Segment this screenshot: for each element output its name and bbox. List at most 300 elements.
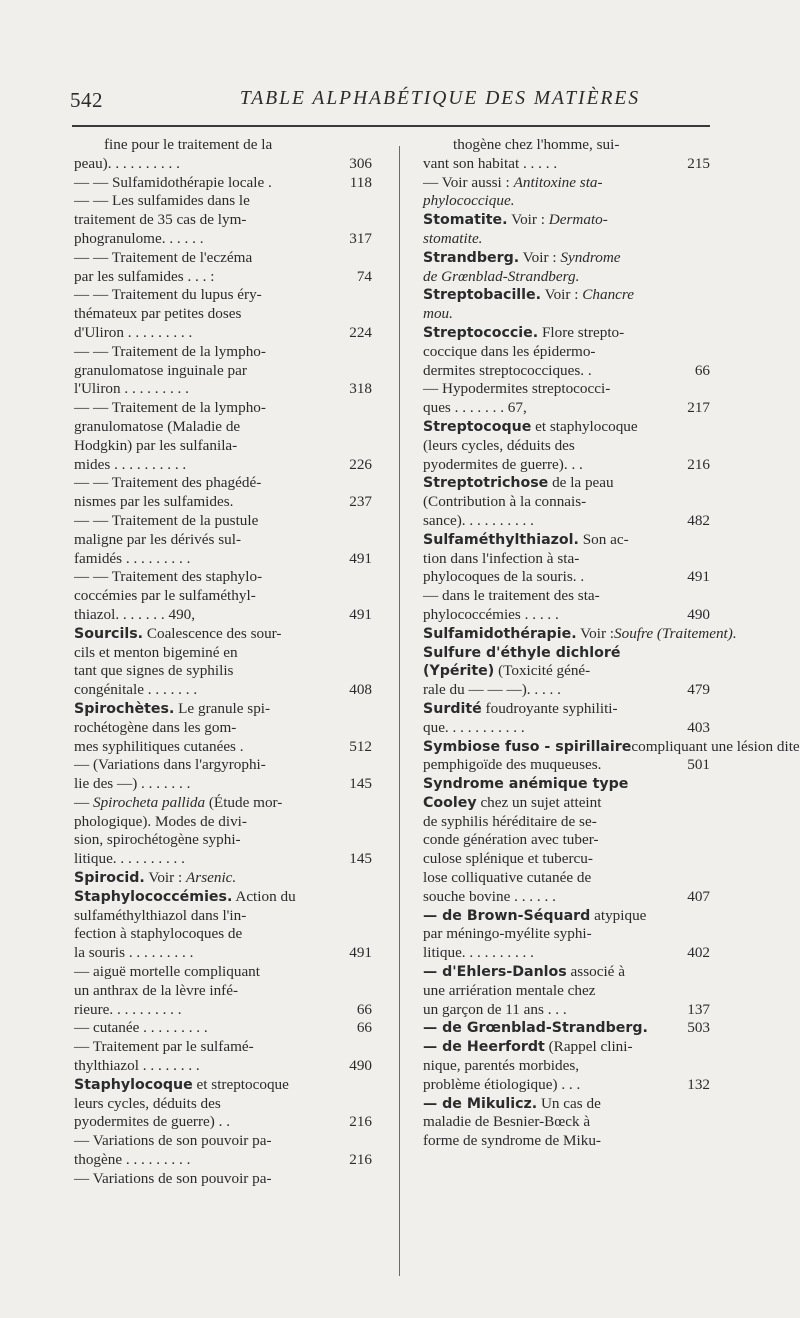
index-entry (74, 869, 372, 888)
entry-heading: Staphylocoque (74, 1076, 193, 1093)
entry-text: forme de syndrome de Miku- (423, 1132, 601, 1150)
page-reference: 512 (349, 737, 372, 755)
entry-text: lie des —) . . . . . . . (74, 775, 191, 793)
entry-text: — — Traitement de l'eczéma (74, 248, 253, 266)
entry-heading: Surdité (423, 700, 482, 717)
entry-heading: Symbiose fuso - spirillaire (423, 738, 632, 755)
entry-text: litique. . . . . . . . . . (74, 850, 185, 868)
entry-line (423, 813, 710, 832)
index-entry (423, 249, 710, 287)
index-entry (423, 324, 710, 380)
entry-line (423, 756, 710, 775)
entry-line (74, 1151, 372, 1170)
index-entry (74, 249, 372, 287)
page-number: 542 (70, 88, 103, 112)
entry-heading: Sulfaméthylthiazol. (423, 531, 579, 548)
entry-text: Action du (232, 887, 296, 905)
entry-text: mides . . . . . . . . . . (74, 455, 187, 473)
page-reference: 403 (687, 718, 710, 736)
entry-line (423, 399, 710, 418)
right-column (423, 136, 800, 1151)
page-reference: 407 (687, 887, 710, 905)
entry-text: de la peau (548, 474, 614, 492)
entry-line (423, 982, 710, 1001)
entry-line (74, 850, 372, 869)
entry-text: coccique dans les épidermo- (423, 342, 596, 360)
entry-line (423, 925, 710, 944)
entry-text: et streptocoque (192, 1075, 289, 1093)
entry-line (423, 719, 710, 738)
index-entry (74, 1076, 372, 1132)
entry-line (74, 418, 372, 437)
index-entry (74, 963, 372, 1019)
page-reference: 145 (349, 850, 372, 868)
entry-line (423, 888, 710, 907)
entry-text: un anthrax de la lèvre infé- (74, 981, 239, 999)
page-reference: 74 (356, 267, 372, 285)
entry-line (423, 624, 737, 644)
entry-text: pyodermites de guerre) . . (74, 1113, 231, 1131)
index-entry (423, 737, 800, 776)
entry-text: sance). . . . . . . . . . (423, 511, 534, 529)
entry-heading: Sulfure d'éthyle dichloré (423, 644, 621, 661)
index-entry (423, 211, 710, 249)
entry-heading: Spirochètes. (74, 700, 175, 717)
entry-line (423, 587, 710, 606)
entry-see-reference: Soufre (Traitement). (614, 624, 737, 642)
entry-line (423, 831, 710, 850)
entry-see-reference: Chancre (582, 286, 635, 304)
entry-text: foudroyante syphiliti- (481, 699, 618, 717)
index-entry (74, 888, 372, 963)
entry-text: mes syphilitiques cutanées . (74, 737, 244, 755)
entry-text: Voir : (507, 211, 549, 229)
entry-heading: — de Heerfordt (423, 1039, 545, 1056)
index-entry (423, 700, 710, 738)
index-entry (423, 624, 737, 644)
entry-heading: Sulfamidothérapie. (423, 625, 577, 642)
entry-line (74, 944, 372, 963)
entry-line (423, 230, 710, 249)
entry-text: par méningo-myélite syphi- (423, 925, 592, 943)
entry-text: compliquant une lésion dite (631, 737, 800, 755)
entry-text: (Toxicité géné- (494, 662, 591, 680)
entry-text: — Traitement par le sulfamé- (74, 1038, 254, 1056)
entry-line (423, 568, 710, 587)
entry-line (74, 963, 372, 982)
index-entry (74, 286, 372, 342)
entry-line (74, 286, 372, 305)
index-entry (423, 174, 710, 212)
entry-text: Le granule spi- (174, 699, 271, 717)
page-header (70, 88, 710, 118)
index-entry (74, 568, 372, 624)
page-reference: 503 (687, 1019, 710, 1037)
entry-line (423, 211, 710, 230)
entry-text: maligne par les dérivés sul- (74, 530, 242, 548)
entry-text: rochétogène dans les gom- (74, 718, 237, 736)
entry-text: conde génération avec tuber- (423, 831, 599, 849)
entry-line (74, 1001, 372, 1020)
page-reference: 402 (687, 944, 710, 962)
entry-heading: Stomatite. (423, 212, 508, 229)
entry-text: Voir : (576, 624, 615, 642)
entry-line (423, 737, 800, 757)
entry-heading: — de Grœnblad-Strandberg. (423, 1020, 648, 1037)
entry-heading: Streptocoque (423, 418, 532, 435)
entry-line (74, 1057, 372, 1076)
index-entry (74, 1170, 372, 1189)
index-entry (74, 343, 372, 399)
entry-text: sion, spirochétogène syphi- (74, 831, 241, 849)
entry-text: traitement de 35 cas de lym- (74, 211, 247, 229)
entry-text: une arriération mentale chez (423, 981, 596, 999)
page-reference: 408 (349, 681, 372, 699)
entry-text: (leurs cycles, déduits des (423, 436, 575, 454)
index-entry (423, 136, 710, 174)
page-reference: 216 (349, 1113, 372, 1131)
entry-text: thémateux par petites doses (74, 305, 242, 323)
entry-text: (Rappel clini- (544, 1038, 633, 1056)
entry-heading: Staphylococcémies. (74, 888, 233, 905)
entry-text: que. . . . . . . . . . . (423, 718, 525, 736)
index-entry (423, 418, 710, 474)
entry-line (423, 1038, 710, 1057)
entry-text: pemphigoïde des muqueuses. (423, 756, 602, 774)
entry-text: tant que signes de syphilis (74, 662, 234, 680)
entry-line (74, 587, 372, 606)
page-reference: 317 (349, 229, 372, 247)
entry-text: phogranulome. . . . . . (74, 229, 204, 247)
entry-text: la souris . . . . . . . . . (74, 944, 194, 962)
index-entry (423, 963, 710, 1019)
index-entry (74, 512, 372, 568)
entry-text: thogène chez l'homme, sui- (453, 136, 620, 153)
index-entry (74, 756, 372, 794)
entry-heading-cont: (Ypérite) (423, 663, 495, 680)
index-entry (423, 380, 710, 418)
page-reference: 224 (349, 323, 372, 341)
page-reference: 145 (349, 775, 372, 793)
entry-line (423, 963, 710, 982)
entry-text: l'Uliron . . . . . . . . . (74, 380, 189, 398)
entry-line (74, 1170, 372, 1189)
entry-text: rale du — — —). . . . . (423, 681, 561, 699)
entry-text: phologique). Modes de divi- (74, 812, 247, 830)
entry-see-reference: mou. (423, 305, 453, 323)
entry-line (423, 155, 710, 174)
entry-text: — Variations de son pouvoir pa- (74, 1169, 272, 1187)
entry-text: — (Variations dans l'argyrophi- (74, 756, 266, 774)
entry-text: rieure. . . . . . . . . . (74, 1000, 182, 1018)
entry-heading-cont: Cooley (423, 794, 477, 811)
page-reference: 491 (349, 944, 372, 962)
entry-text: lose colliquative cutanée de (423, 869, 592, 887)
entry-line (74, 155, 372, 174)
entry-heading: Syndrome anémique type (423, 776, 629, 793)
entry-line (74, 1076, 372, 1095)
index-entry (74, 625, 372, 700)
page-reference: 482 (687, 511, 710, 529)
page-reference: 491 (349, 549, 372, 567)
entry-text: fection à staphylocoques de (74, 925, 243, 943)
page-reference: 217 (687, 399, 710, 417)
entry-line (423, 850, 710, 869)
entry-line (423, 418, 710, 437)
entry-line (423, 681, 710, 700)
entry-line (423, 662, 710, 681)
entry-text: Un cas de (537, 1094, 601, 1112)
entry-line (74, 831, 372, 850)
entry-text: granulomatose (Maladie de (74, 417, 241, 435)
entry-line (74, 1019, 372, 1038)
index-entry (423, 1019, 710, 1038)
entry-line (74, 230, 372, 249)
entry-line (74, 531, 372, 550)
entry-text: — dans le traitement des sta- (423, 587, 600, 605)
header-rule (72, 125, 710, 127)
entry-italic-term: Spirocheta pallida (92, 793, 206, 811)
entry-line (74, 380, 372, 399)
entry-line (423, 531, 710, 550)
entry-line (423, 907, 710, 926)
page-reference: 215 (687, 154, 710, 172)
entry-line (74, 625, 372, 644)
entry-line (74, 456, 372, 475)
entry-line (423, 380, 710, 399)
entry-line (423, 944, 710, 963)
entry-text: et staphylocoque (531, 417, 638, 435)
entry-line (423, 606, 710, 625)
entry-line (74, 925, 372, 944)
entry-line (74, 606, 372, 625)
index-entry (423, 1095, 710, 1151)
index-entry (423, 587, 710, 625)
running-title: TABLE ALPHABÉTIQUE DES MATIÈRES (239, 88, 641, 109)
entry-line (423, 362, 710, 381)
entry-line (74, 794, 372, 813)
entry-line (74, 474, 372, 493)
entry-line (74, 136, 372, 155)
index-entry (423, 474, 710, 530)
entry-text: Voir : (144, 869, 187, 887)
entry-line (74, 681, 372, 700)
entry-line (74, 211, 372, 230)
entry-text: thiazol. . . . . . . 490, (74, 605, 196, 623)
entry-line (74, 756, 372, 775)
entry-line (423, 268, 710, 287)
entry-text: Voir : (519, 248, 561, 266)
entry-line (423, 1057, 710, 1076)
entry-line (74, 738, 372, 757)
entry-line (423, 1019, 710, 1038)
entry-line (74, 512, 372, 531)
index-entry (74, 1038, 372, 1076)
entry-text: d'Uliron . . . . . . . . . (74, 323, 193, 341)
entry-line (74, 775, 372, 794)
index-entry (423, 531, 710, 587)
entry-heading: Streptococcie. (423, 324, 539, 341)
entry-text: de syphilis héréditaire de se- (423, 812, 597, 830)
page-reference: 490 (687, 605, 710, 623)
entry-see-reference: Dermato- (548, 211, 608, 229)
index-entry (74, 1019, 372, 1038)
entry-line (423, 136, 710, 155)
entry-line (423, 1001, 710, 1020)
entry-text: cils et menton bigeminé en (74, 643, 238, 661)
entry-heading: Strandberg. (423, 249, 520, 266)
entry-text: thylthiazol . . . . . . . . (74, 1057, 200, 1075)
entry-text: — aiguë mortelle compliquant (74, 963, 260, 981)
entry-text: litique. . . . . . . . . . (423, 944, 534, 962)
entry-text: par les sulfamides . . . : (74, 267, 215, 285)
left-column (74, 136, 372, 1189)
entry-text: — — Sulfamidothérapie locale . (74, 173, 272, 191)
entry-text: — — Traitement du lupus éry- (74, 286, 262, 304)
page-reference: 118 (349, 173, 372, 191)
entry-text: — — Les sulfamides dans le (74, 192, 250, 210)
entry-see-reference: Syndrome (560, 248, 621, 266)
entry-heading: — de Mikulicz. (423, 1095, 538, 1112)
entry-text: culose splénique et tubercu- (423, 850, 593, 868)
entry-text: — Voir aussi : (423, 173, 514, 191)
page-reference: 491 (687, 568, 710, 586)
entry-text: peau). . . . . . . . . . (74, 154, 180, 172)
entry-text: — — Traitement de la lympho- (74, 342, 266, 360)
entry-line (74, 1095, 372, 1114)
page-reference: 237 (349, 493, 372, 511)
entry-text: famidés . . . . . . . . . (74, 549, 191, 567)
entry-line (423, 1095, 710, 1114)
column-divider (399, 146, 400, 1276)
entry-text: nique, parentés morbides, (423, 1057, 580, 1075)
entry-heading: Streptotrichose (423, 475, 549, 492)
entry-line (423, 249, 710, 268)
entry-line (74, 1038, 372, 1057)
entry-line (74, 907, 372, 926)
page-reference: 306 (349, 154, 372, 172)
entry-line (74, 568, 372, 587)
entry-line (74, 550, 372, 569)
entry-heading: — de Brown-Séquard (423, 907, 591, 924)
page-reference: 226 (349, 455, 372, 473)
entry-line (423, 700, 710, 719)
entry-text: Hodgkin) par les sulfanila- (74, 436, 238, 454)
entry-text: Voir : (541, 286, 583, 304)
entry-text: fine pour le traitement de la (104, 136, 273, 153)
entry-see-reference: phylococcique. (423, 192, 515, 210)
entry-line (423, 437, 710, 456)
entry-text: phylococcémies . . . . . (423, 605, 559, 623)
entry-line (423, 775, 710, 794)
entry-line (74, 1113, 372, 1132)
entry-heading: — d'Ehlers-Danlos (423, 964, 567, 981)
entry-text: maladie de Besnier-Bœck à (423, 1113, 591, 1131)
page-reference: 216 (349, 1151, 372, 1169)
page-reference: 479 (687, 681, 710, 699)
entry-line (423, 512, 710, 531)
entry-text: (Contribution à la connais- (423, 493, 587, 511)
entry-text: phylocoques de la souris. . (423, 568, 585, 586)
entry-text: Son ac- (578, 530, 629, 548)
entry-see-reference: stomatite. (423, 229, 483, 247)
entry-line (74, 362, 372, 381)
entry-heading: Streptobacille. (423, 287, 542, 304)
entry-text: granulomatose inguinale par (74, 361, 247, 379)
index-entry (423, 907, 710, 963)
entry-line (74, 324, 372, 343)
entry-text: (Étude mor- (205, 793, 283, 811)
entry-line (74, 437, 372, 456)
entry-text: thogène . . . . . . . . . (74, 1151, 191, 1169)
page-reference: 318 (349, 380, 372, 398)
entry-text: sulfaméthylthiazol dans l'in- (74, 906, 247, 924)
page-reference: 501 (687, 756, 710, 774)
entry-text: vant son habitat . . . . . (423, 154, 558, 172)
entry-text: Coalescence des sour- (143, 624, 282, 642)
page-reference: 137 (687, 1000, 710, 1018)
entry-text: Flore strepto- (538, 323, 625, 341)
page-reference: 66 (356, 1019, 372, 1037)
entry-see-reference: de Grœnblad-Strandberg. (423, 267, 580, 285)
entry-text: — — Traitement de la pustule (74, 511, 259, 529)
page-reference: 66 (356, 1000, 372, 1018)
entry-line (74, 982, 372, 1001)
entry-text: un garçon de 11 ans . . . (423, 1000, 567, 1018)
entry-text: congénitale . . . . . . . (74, 681, 198, 699)
entry-text: — — Traitement des staphylo- (74, 568, 263, 586)
entry-line (74, 399, 372, 418)
entry-line (423, 1113, 710, 1132)
entry-text: — cutanée . . . . . . . . . (74, 1019, 208, 1037)
index-entry (74, 794, 372, 869)
entry-line (74, 662, 372, 681)
entry-text: atypique (590, 906, 647, 924)
index-entry (423, 775, 710, 907)
index-entry (423, 644, 710, 700)
index-entry (74, 700, 372, 756)
entry-line (74, 888, 372, 907)
entry-line (423, 343, 710, 362)
entry-line (74, 644, 372, 663)
entry-text: — Variations de son pouvoir pa- (74, 1132, 272, 1150)
entry-text: leurs cycles, déduits des (74, 1094, 221, 1112)
entry-text: tion dans l'infection à sta- (423, 549, 580, 567)
entry-line (74, 1132, 372, 1151)
index-entry (74, 399, 372, 474)
page-reference: 216 (687, 455, 710, 473)
entry-line (423, 644, 710, 663)
entry-heading: Spirocid. (74, 870, 145, 887)
entry-line (423, 794, 710, 813)
page-reference: 491 (349, 605, 372, 623)
page-reference: 132 (687, 1075, 710, 1093)
entry-text: ques . . . . . . . 67, (423, 399, 527, 417)
entry-text: — Hypodermites streptococci- (423, 380, 611, 398)
entry-line (74, 305, 372, 324)
index-entry (74, 474, 372, 512)
entry-text: nismes par les sulfamides. (74, 493, 234, 511)
index-entry (74, 192, 372, 248)
entry-line (423, 305, 710, 324)
entry-line (423, 192, 710, 211)
entry-text: souche bovine . . . . . . (423, 887, 556, 905)
entry-text: chez un sujet atteint (476, 793, 602, 811)
page-reference: 66 (694, 361, 710, 379)
entry-line (423, 550, 710, 569)
entry-text: pyodermites de guerre). . . (423, 455, 583, 473)
index-entry (423, 286, 710, 324)
